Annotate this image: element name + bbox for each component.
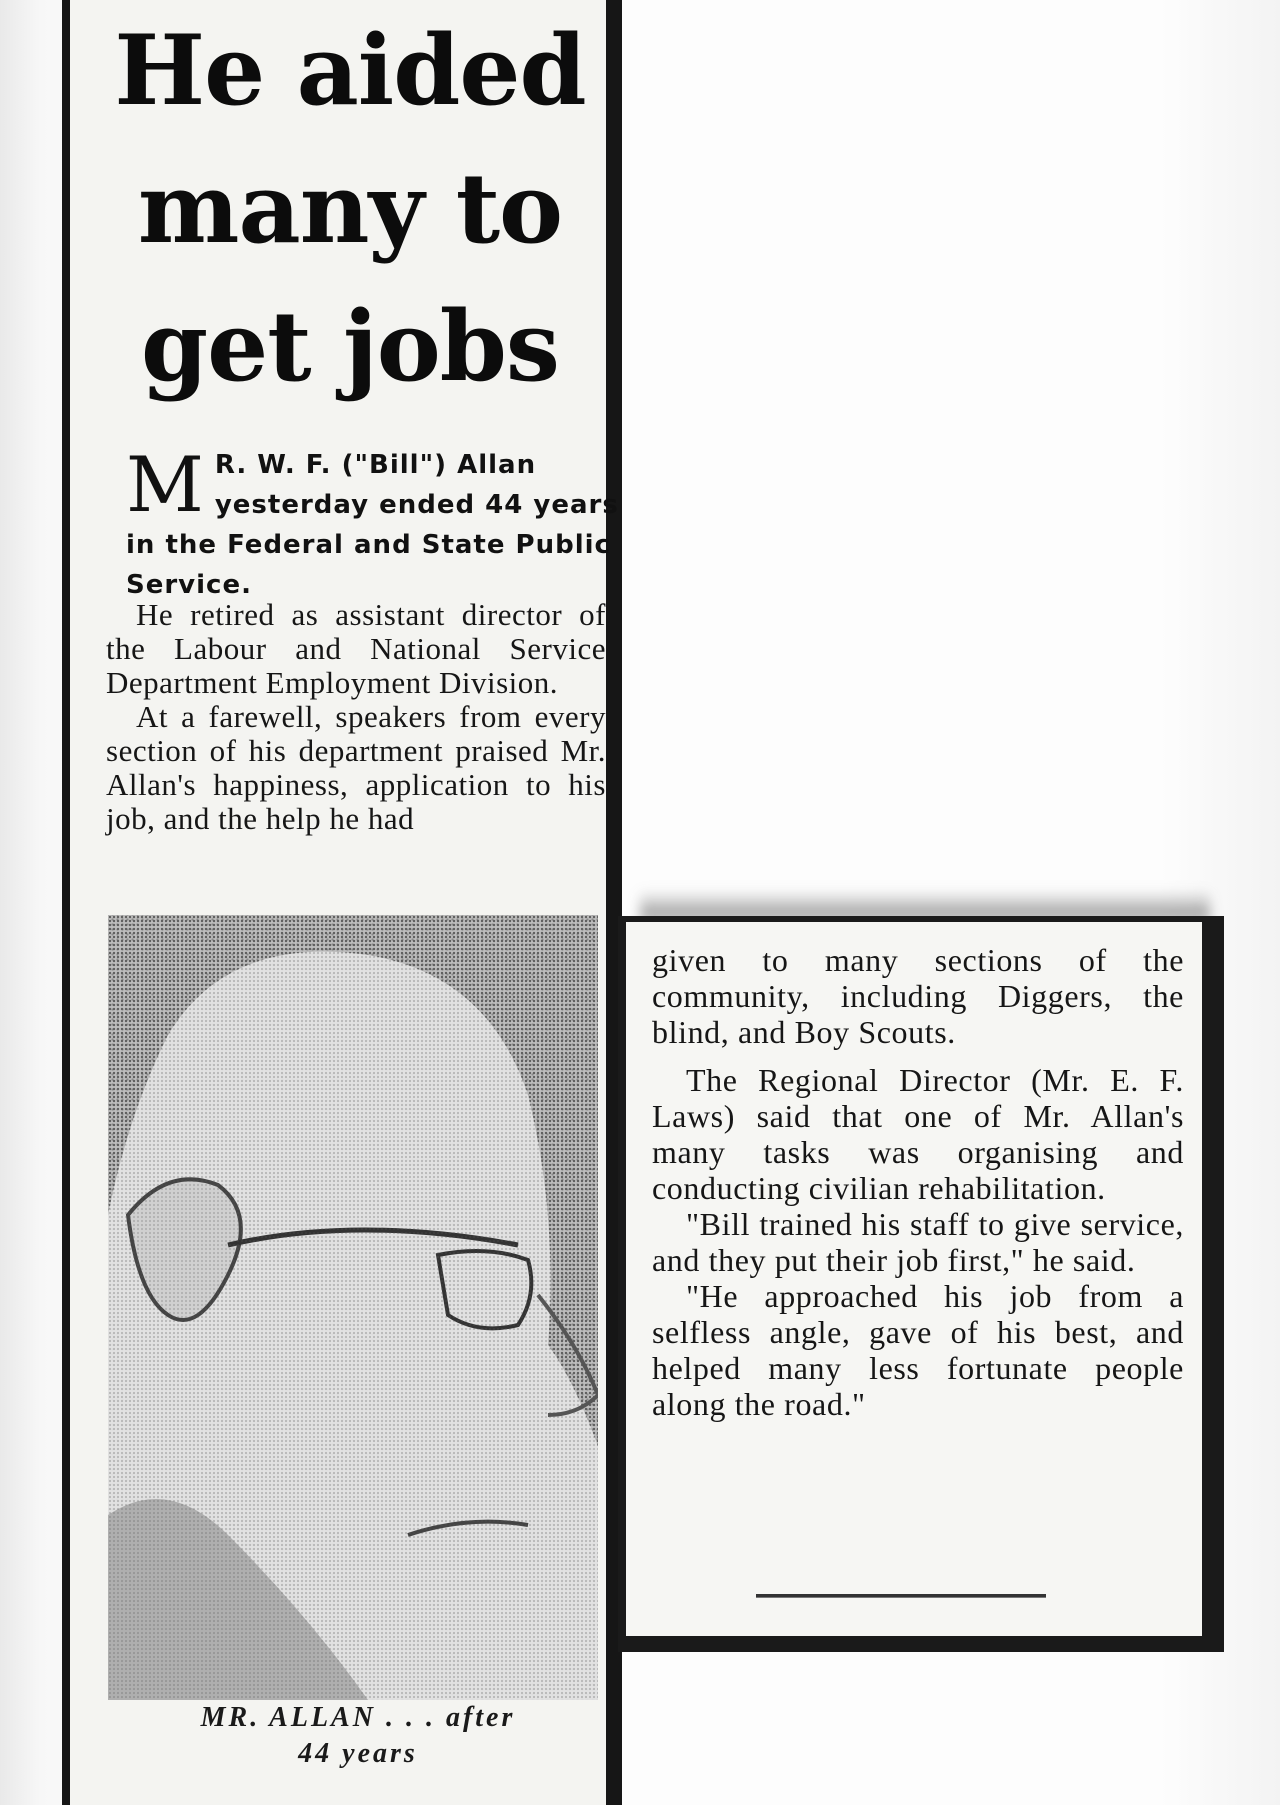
headline-line-2: many to bbox=[137, 152, 563, 265]
portrait-illustration bbox=[108, 915, 598, 1700]
headline-line-1: He aided bbox=[114, 14, 586, 127]
caption-line-1: MR. ALLAN . . . after bbox=[200, 1702, 516, 1733]
right-paragraph-4: "He approached his job from a selfless angle, gave of his best, and helped many less fortunate people along the road." bbox=[652, 1278, 1184, 1422]
right-paragraph-3: "Bill trained his staff to give service, and they put their job first," he said. bbox=[652, 1206, 1184, 1278]
right-body-text bbox=[652, 942, 1184, 1422]
headline bbox=[100, 2, 600, 416]
left-paragraph-2: At a farewell, speakers from every section of his department praised Mr. Allan's happiness, application to his job, and the help he had bbox=[106, 699, 606, 836]
left-body-text bbox=[106, 598, 606, 836]
left-paragraph-1: He retired as assistant director of the Labour and National Service Department Employment Division. bbox=[106, 597, 606, 700]
lead-paragraph bbox=[126, 440, 642, 605]
right-paragraph-2: The Regional Director (Mr. E. F. Laws) said that one of Mr. Allan's many tasks was organising and conducting civilian rehabilitation. bbox=[652, 1062, 1184, 1206]
right-paragraph-1: given to many sections of the community, including Diggers, the blind, and Boy Scouts. bbox=[652, 942, 1184, 1050]
caption-line-2: 44 years bbox=[298, 1738, 418, 1769]
article-clipping-right bbox=[618, 916, 1224, 1652]
headline-line-3: get jobs bbox=[141, 290, 559, 403]
article-clipping-left bbox=[62, 0, 622, 1805]
drop-cap: M bbox=[126, 440, 205, 529]
lead-text: R. W. F. ("Bill") Allan yesterday ended 44 years in the Federal and State Public Service. bbox=[126, 450, 619, 600]
photo-caption bbox=[98, 1700, 618, 1772]
portrait-photo bbox=[108, 915, 598, 1700]
end-rule-divider bbox=[756, 1594, 1046, 1598]
